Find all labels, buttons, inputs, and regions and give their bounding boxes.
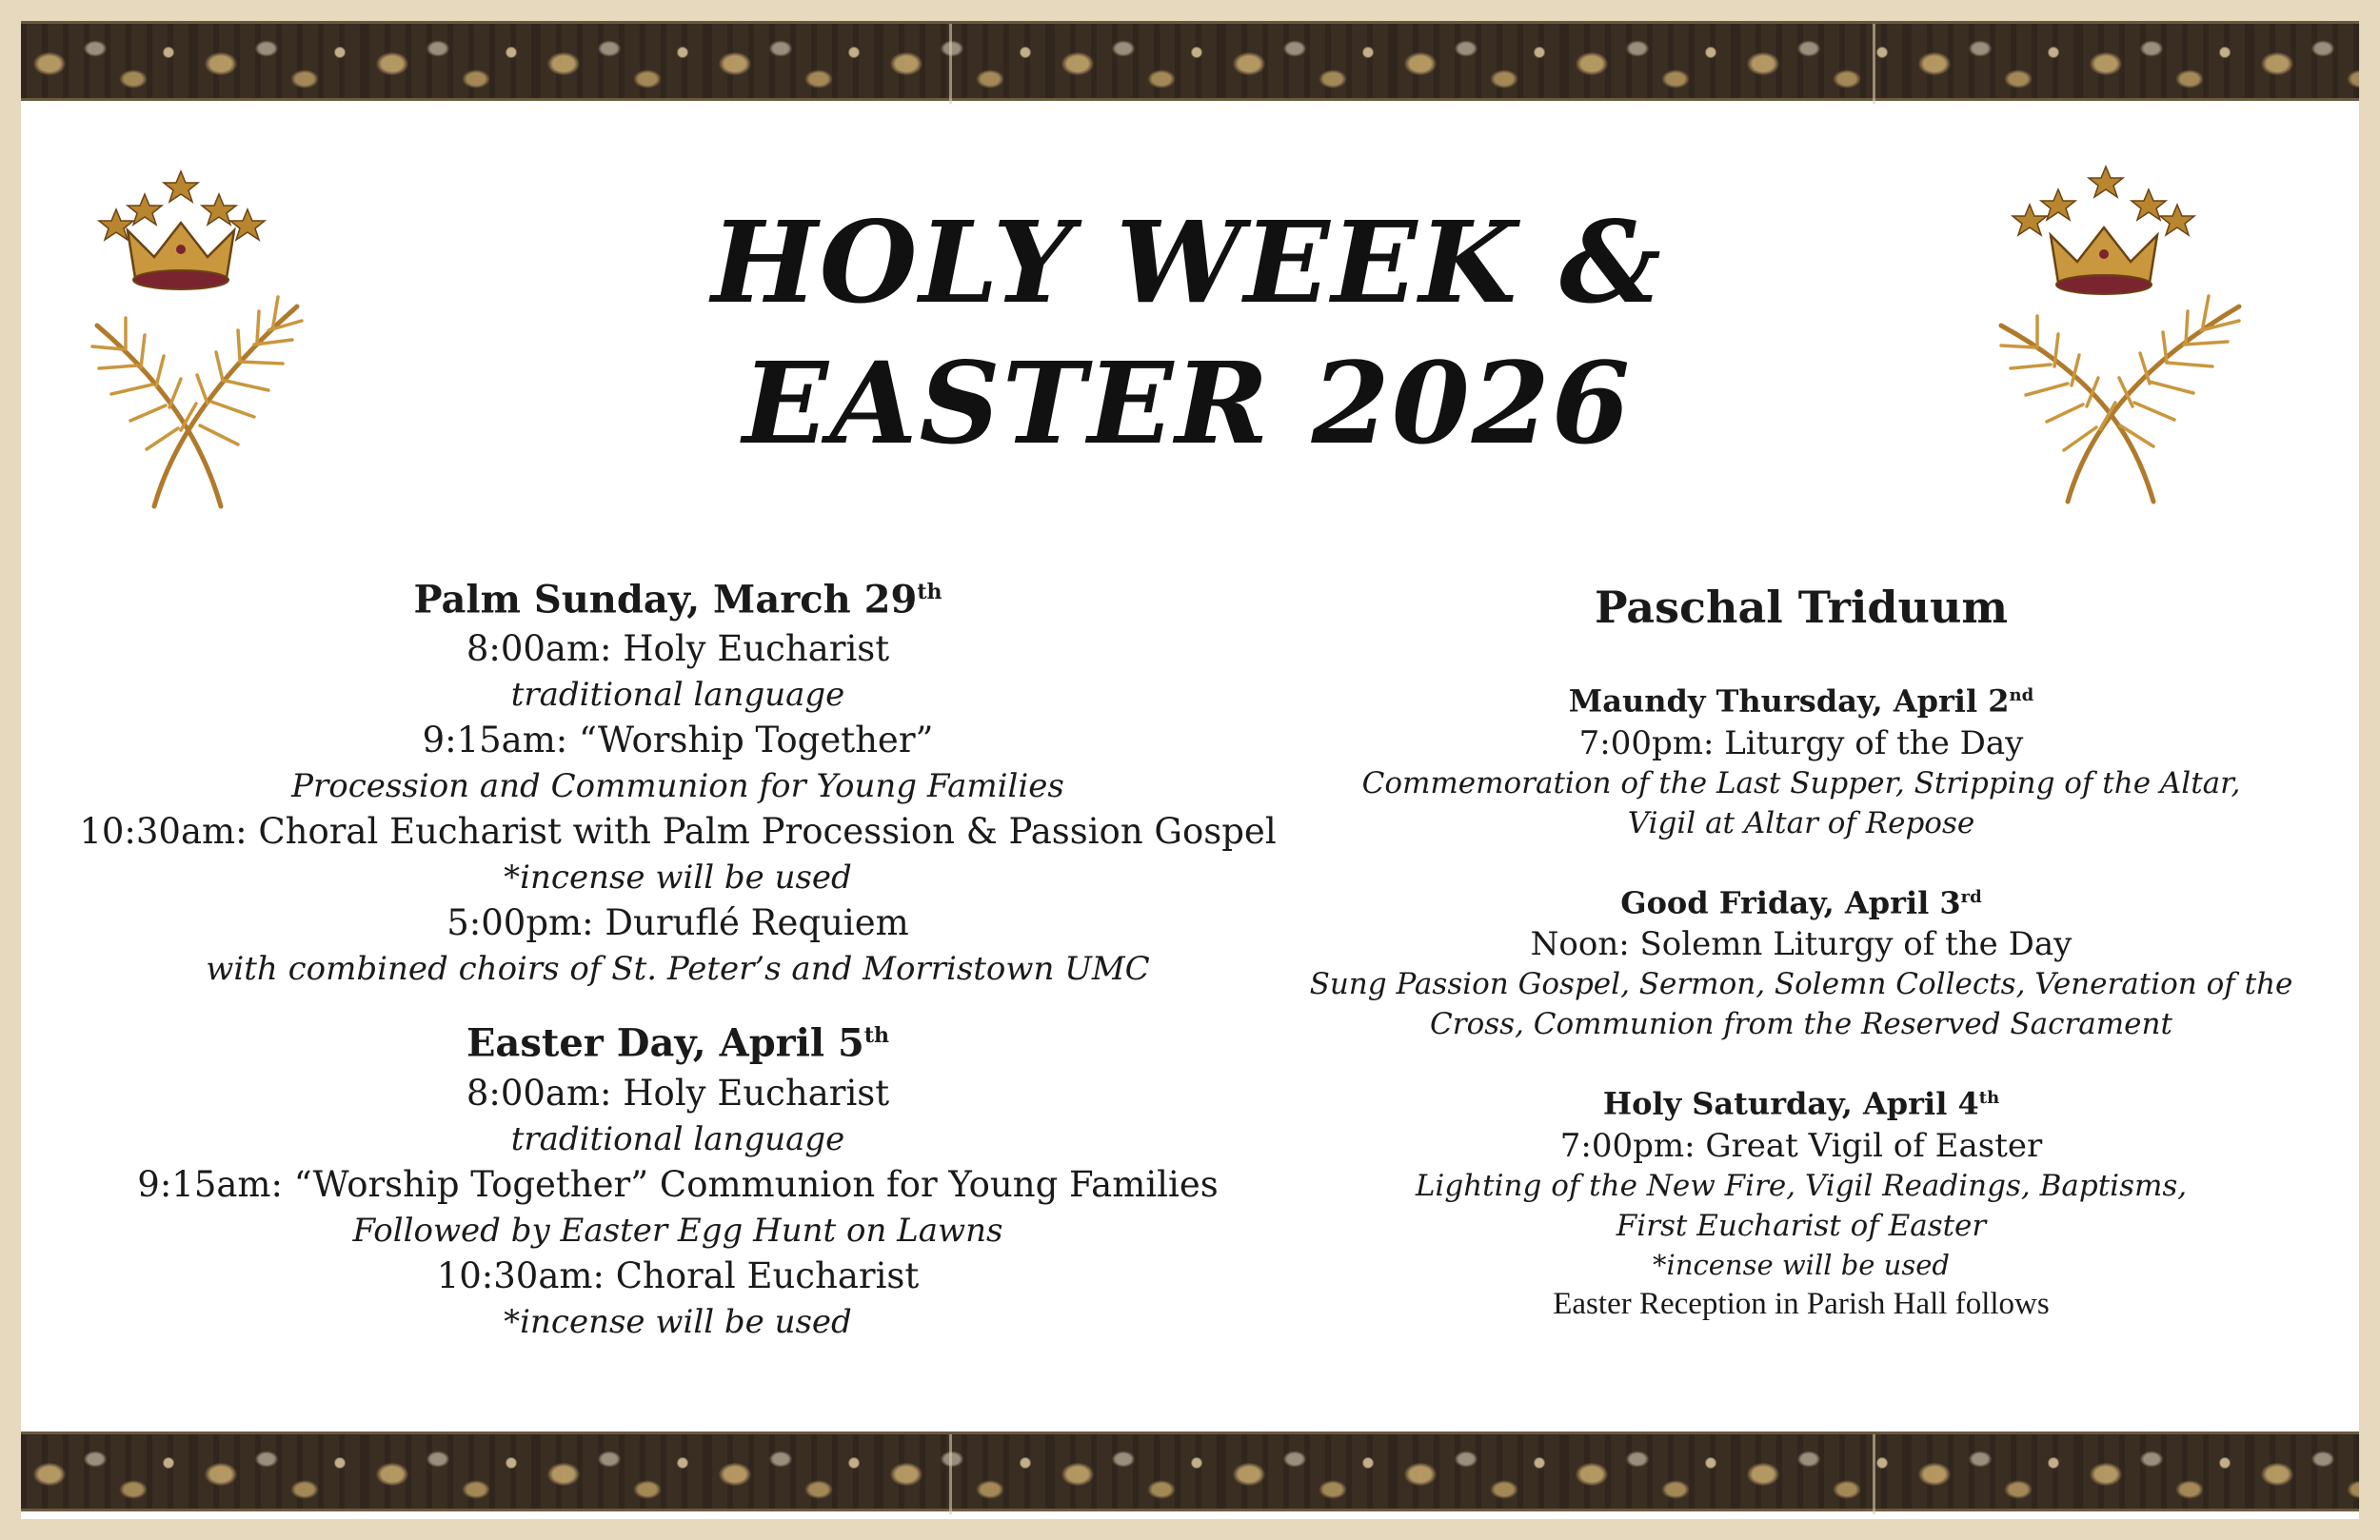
service-note: First Eucharist of Easter — [1616, 1208, 1987, 1243]
service-note: traditional language — [510, 1119, 845, 1158]
easter-day-heading: Easter Day, April 5th — [466, 1020, 890, 1066]
service-note: with combined choirs of St. Peter’s and Morristown UMC — [206, 950, 1150, 989]
good-friday-heading: Good Friday, April 3rd — [1620, 884, 1982, 921]
triduum-heading: Paschal Triduum — [1594, 582, 2009, 633]
border-seam — [1873, 24, 1875, 104]
incense-note: *incense will be used — [1653, 1248, 1950, 1281]
border-seam — [949, 1434, 952, 1514]
service-line: Noon: Solemn Liturgy of the Day — [1530, 925, 2073, 964]
service-note: *incense will be used — [504, 1302, 852, 1341]
border-seam — [949, 24, 952, 104]
flyer-page — [21, 21, 2359, 1519]
service-line: 9:15am: “Worship Together” Communion for Young Families — [137, 1163, 1219, 1205]
page-title — [640, 192, 1735, 474]
holy-saturday-heading: Holy Saturday, April 4th — [1602, 1085, 2000, 1122]
service-note: Followed by Easter Egg Hunt on Lawns — [352, 1211, 1003, 1250]
maundy-thursday-heading: Maundy Thursday, April 2nd — [1568, 682, 2034, 720]
service-line: 7:00pm: Great Vigil of Easter — [1559, 1126, 2043, 1165]
service-line: 10:30am: Choral Eucharist with Palm Procession & Passion Gospel — [79, 811, 1277, 853]
crown-icon — [128, 223, 234, 289]
service-note: Cross, Communion from the Reserved Sacrament — [1430, 1007, 2172, 1042]
stars-icon — [2013, 167, 2194, 235]
left-schedule-column — [59, 565, 1297, 1345]
crown-icon — [2051, 227, 2157, 294]
service-note: *incense will be used — [504, 859, 852, 898]
service-line: 10:30am: Choral Eucharist — [436, 1254, 920, 1296]
title-line-1: HOLY WEEK & — [711, 196, 1663, 328]
service-line: 8:00am: Holy Eucharist — [466, 1072, 890, 1114]
title-line-2: EASTER 2026 — [742, 337, 1633, 469]
service-line: 9:15am: “Worship Together” — [422, 720, 934, 761]
service-line: 8:00am: Holy Eucharist — [466, 628, 890, 670]
service-line: 5:00pm: Duruflé Requiem — [446, 902, 909, 944]
service-note: Procession and Communion for Young Families — [291, 767, 1064, 806]
palm-sunday-heading: Palm Sunday, March 29th — [413, 577, 942, 622]
service-note: Lighting of the New Fire, Vigil Readings, Baptisms, — [1415, 1168, 2188, 1203]
service-note: Commemoration of the Last Supper, Stripping of the Altar, — [1361, 765, 2241, 800]
service-note: Sung Passion Gospel, Sermon, Solemn Collects, Veneration of the — [1309, 967, 2293, 1002]
border-seam — [1873, 1434, 1875, 1514]
service-note: Vigil at Altar of Repose — [1627, 805, 1975, 840]
palm-fronds-icon — [2001, 296, 2239, 502]
crown-palms-icon — [78, 135, 392, 516]
reception-note: Easter Reception in Parish Hall follows — [1553, 1286, 2050, 1321]
service-line: 7:00pm: Liturgy of the Day — [1578, 723, 2024, 762]
crown-palms-icon — [1963, 130, 2277, 511]
ornamental-border-top — [21, 21, 2359, 101]
palm-fronds-icon — [92, 297, 302, 506]
service-note: traditional language — [510, 676, 845, 715]
ornamental-border-bottom — [21, 1431, 2359, 1511]
right-schedule-column — [1297, 565, 2306, 1324]
